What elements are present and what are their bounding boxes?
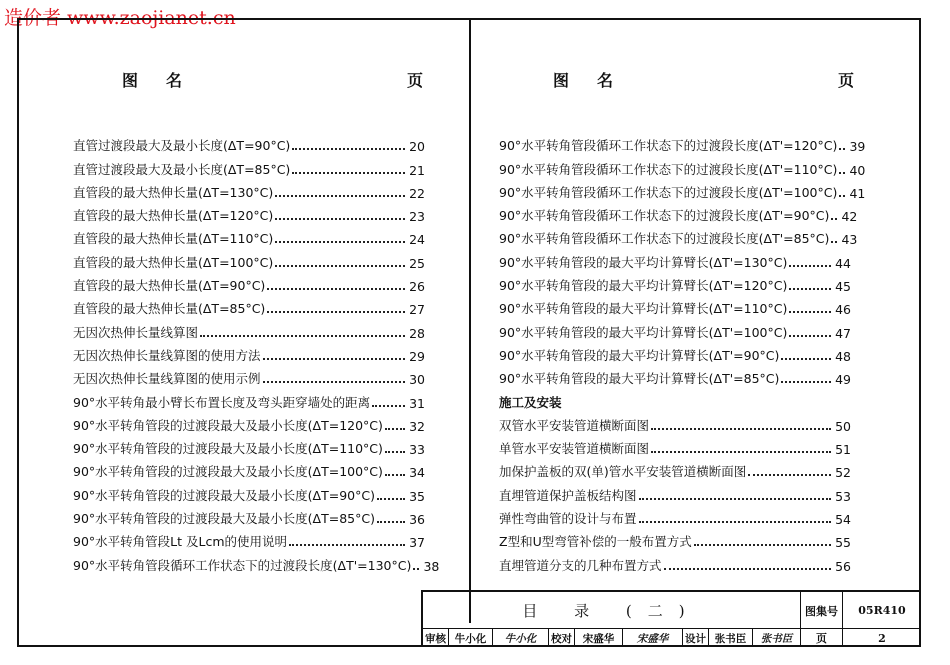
toc-entry-title: 直管段的最大热伸长量(ΔT=85°C) xyxy=(73,301,266,317)
toc-entry-page: 22 xyxy=(409,185,425,201)
toc-entry-title: 直埋管道保护盖板结构图 xyxy=(499,487,637,503)
toc-entry xyxy=(73,341,425,364)
toc-entry-page: 42 xyxy=(841,209,858,225)
atlas-label: 图集号 xyxy=(801,592,843,629)
toc-entry xyxy=(73,201,425,224)
toc-leader-dots xyxy=(789,288,831,290)
toc-entry-title: 90°水平转角管段循环工作状态下的过渡段长度(ΔT'=90°C) xyxy=(499,208,830,224)
toc-entry xyxy=(73,550,440,574)
toc-entry xyxy=(499,271,851,294)
toc-entry-page: 53 xyxy=(835,488,851,504)
toc-entry-title: 90°水平转角最小臂长布置长度及弯头距穿墙处的距离 xyxy=(73,394,371,410)
toc-entry-page: 29 xyxy=(409,348,425,364)
toc-right-column xyxy=(499,131,866,574)
toc-entry xyxy=(73,271,425,294)
toc-entry-title: 90°水平转角管段的过渡段最大及最小长度(ΔT=100°C) xyxy=(73,464,383,480)
toc-entry-page: 30 xyxy=(409,372,425,388)
designer-name: 张书臣 xyxy=(709,629,753,647)
toc-entry xyxy=(73,457,425,480)
toc-entry xyxy=(499,178,866,201)
toc-entry-title: 90°水平转角管段的最大平均计算臂长(ΔT'=90°C) xyxy=(499,347,780,363)
toc-entry-title: 90°水平转角管段循环工作状态下的过渡段长度(ΔT'=120°C) xyxy=(499,138,838,154)
toc-leader-dots xyxy=(831,218,837,220)
toc-entry-title: Z型和U型弯管补偿的一般布置方式 xyxy=(499,534,692,550)
right-page-header: 页 xyxy=(838,71,855,90)
toc-entry xyxy=(499,411,851,434)
column-divider xyxy=(469,18,471,623)
toc-entry xyxy=(499,550,851,573)
toc-entry xyxy=(73,224,425,247)
toc-entry-title: 90°水平转角管段循环工作状态下的过渡段长度(ΔT'=85°C) xyxy=(499,231,830,247)
toc-leader-dots xyxy=(639,521,831,523)
review-label: 审核 xyxy=(423,629,449,647)
toc-leader-dots xyxy=(839,148,845,150)
toc-entry-title: 90°水平转角管段循环工作状态下的过渡段长度(ΔT'=110°C) xyxy=(499,161,838,177)
toc-entry-page: 54 xyxy=(835,512,851,528)
toc-entry xyxy=(73,364,425,387)
toc-entry xyxy=(73,317,425,340)
toc-entry xyxy=(73,434,425,457)
toc-entry-title: 90°水平转角管段的过渡段最大及最小长度(ΔT=110°C) xyxy=(73,441,383,457)
toc-entry-page: 45 xyxy=(835,279,851,295)
toc-leader-dots xyxy=(781,358,831,360)
toc-entry-page: 21 xyxy=(409,162,425,178)
toc-entry xyxy=(499,457,851,480)
toc-leader-dots xyxy=(831,241,837,243)
toc-entry xyxy=(499,317,851,340)
catalog-title: 目 录 (二) xyxy=(423,592,801,629)
toc-entry-title: 90°水平转角管段的最大平均计算臂长(ΔT'=120°C) xyxy=(499,278,788,294)
toc-left-column xyxy=(73,131,440,574)
page-number: 2 xyxy=(878,631,886,645)
page-label: 页 xyxy=(801,629,843,647)
toc-entry xyxy=(73,527,425,550)
toc-entry xyxy=(73,480,425,503)
toc-leader-dots xyxy=(275,218,405,220)
toc-entry-page: 36 xyxy=(409,512,425,528)
toc-entry-title: 90°水平转角管段的最大平均计算臂长(ΔT'=100°C) xyxy=(499,324,788,340)
signature-row xyxy=(423,629,801,647)
toc-entry-title: 直管段的最大热伸长量(ΔT=130°C) xyxy=(73,184,274,200)
toc-entry-title: 直管段的最大热伸长量(ΔT=110°C) xyxy=(73,231,274,247)
toc-entry-page: 56 xyxy=(835,558,851,574)
toc-leader-dots xyxy=(377,521,405,523)
toc-entry-page: 43 xyxy=(841,232,858,248)
toc-entry xyxy=(499,154,866,178)
toc-entry-page: 27 xyxy=(409,302,425,318)
toc-entry-page: 37 xyxy=(409,535,425,551)
toc-entry-title: 90°水平转角管段的最大平均计算臂长(ΔT'=85°C) xyxy=(499,371,780,387)
toc-entry xyxy=(73,411,425,434)
atlas-number: 05R410 xyxy=(858,604,906,617)
toc-entry xyxy=(499,341,851,364)
toc-entry-title: 弹性弯曲管的设计与布置 xyxy=(499,511,637,527)
toc-leader-dots xyxy=(385,451,405,453)
toc-leader-dots xyxy=(267,311,405,313)
toc-leader-dots xyxy=(292,172,405,174)
toc-entry-page: 35 xyxy=(409,488,425,504)
toc-entry-title: 双管水平安装管道横断面图 xyxy=(499,417,650,433)
toc-entry-title: 加保护盖板的双(单)管水平安装管道横断面图 xyxy=(499,464,747,480)
toc-leader-dots xyxy=(385,474,405,476)
toc-entry-page: 40 xyxy=(849,162,866,178)
toc-leader-dots xyxy=(292,148,405,150)
toc-entry-page: 49 xyxy=(835,372,851,388)
toc-entry xyxy=(499,224,858,248)
toc-leader-dots xyxy=(275,241,405,243)
toc-entry xyxy=(499,131,866,155)
toc-entry-title: 无因次热伸长量线算图的使用示例 xyxy=(73,371,261,387)
toc-entry xyxy=(73,178,425,201)
toc-entry-title: 90°水平转角管段的过渡段最大及最小长度(ΔT=120°C) xyxy=(73,417,383,433)
toc-entry-page: 48 xyxy=(835,348,851,364)
toc-leader-dots xyxy=(275,195,405,197)
toc-entry-page: 38 xyxy=(423,558,440,574)
toc-entry-page: 26 xyxy=(409,279,425,295)
toc-entry-page: 51 xyxy=(835,442,851,458)
checker-signature: 宋盛华 xyxy=(623,629,683,647)
watermark: 造价者 www.zaojianet.cn xyxy=(4,7,236,29)
toc-leader-dots xyxy=(413,568,419,570)
right-title-header: 图名 xyxy=(553,71,642,90)
toc-entry-title: 直管过渡段最大及最小长度(ΔT=90°C) xyxy=(73,138,291,154)
toc-leader-dots xyxy=(263,358,405,360)
checker-name: 宋盛华 xyxy=(575,629,623,647)
toc-entry-title: 无因次热伸长量线算图 xyxy=(73,324,199,340)
reviewer-name: 牛小化 xyxy=(449,629,493,647)
design-label: 设计 xyxy=(683,629,709,647)
toc-leader-dots xyxy=(839,195,845,197)
toc-entry xyxy=(73,504,425,527)
toc-leader-dots xyxy=(639,498,831,500)
toc-leader-dots xyxy=(694,544,831,546)
toc-entry-page: 55 xyxy=(835,535,851,551)
toc-entry-title: 90°水平转角管段Lt 及Lcm的使用说明 xyxy=(73,534,288,550)
toc-entry-page: 52 xyxy=(835,465,851,481)
toc-entry-title: 90°水平转角管段循环工作状态下的过渡段长度(ΔT'=130°C) xyxy=(73,557,412,573)
toc-entry-page: 44 xyxy=(835,255,851,271)
toc-entry xyxy=(499,434,851,457)
toc-entry-title: 直管段的最大热伸长量(ΔT=90°C) xyxy=(73,278,266,294)
toc-leader-dots xyxy=(839,172,845,174)
toc-entry-page: 47 xyxy=(835,325,851,341)
left-title-header: 图名 xyxy=(122,71,211,90)
toc-entry xyxy=(499,480,851,503)
toc-entry-title: 90°水平转角管段的最大平均计算臂长(ΔT'=130°C) xyxy=(499,254,788,270)
toc-entry xyxy=(73,294,425,317)
toc-entry-title: 直管段的最大热伸长量(ΔT=120°C) xyxy=(73,208,274,224)
designer-signature: 张书臣 xyxy=(753,629,801,647)
toc-leader-dots xyxy=(289,544,405,546)
toc-entry-page: 28 xyxy=(409,325,425,341)
toc-leader-dots xyxy=(372,405,405,407)
toc-leader-dots xyxy=(789,311,831,313)
toc-entry-title: 施工及安装 xyxy=(499,394,562,410)
toc-entry-title: 90°水平转角管段循环工作状态下的过渡段长度(ΔT'=100°C) xyxy=(499,184,838,200)
toc-entry-page: 32 xyxy=(409,418,425,434)
toc-entry xyxy=(73,131,425,154)
toc-leader-dots xyxy=(789,265,831,267)
toc-entry-page: 39 xyxy=(849,139,866,155)
toc-leader-dots xyxy=(263,381,405,383)
toc-entry-page: 24 xyxy=(409,232,425,248)
toc-entry-page: 50 xyxy=(835,418,851,434)
toc-entry-title: 90°水平转角管段的过渡段最大及最小长度(ΔT=85°C) xyxy=(73,511,375,527)
toc-leader-dots xyxy=(789,335,831,337)
toc-entry-title: 直管过渡段最大及最小长度(ΔT=85°C) xyxy=(73,161,291,177)
toc-leader-dots xyxy=(664,568,831,570)
toc-entry-page: 46 xyxy=(835,302,851,318)
toc-entry-title: 直管段的最大热伸长量(ΔT=100°C) xyxy=(73,254,274,270)
toc-entry xyxy=(499,527,851,550)
toc-entry-page: 31 xyxy=(409,395,425,411)
check-label: 校对 xyxy=(549,629,575,647)
toc-entry xyxy=(499,364,851,387)
toc-entry-title: 90°水平转角管段的最大平均计算臂长(ΔT'=110°C) xyxy=(499,301,788,317)
toc-entry-title: 90°水平转角管段的过渡段最大及最小长度(ΔT=90°C) xyxy=(73,487,375,503)
toc-entry xyxy=(499,247,851,270)
toc-entry-page: 23 xyxy=(409,209,425,225)
title-block xyxy=(421,590,921,647)
reviewer-signature: 牛小化 xyxy=(493,629,549,647)
toc-leader-dots xyxy=(651,428,831,430)
toc-entry-title: 直埋管道分支的几种布置方式 xyxy=(499,557,662,573)
toc-leader-dots xyxy=(385,428,405,430)
left-page-header: 页 xyxy=(407,71,424,90)
toc-leader-dots xyxy=(275,265,405,267)
toc-section-heading xyxy=(499,387,851,410)
toc-entry-page: 41 xyxy=(849,185,866,201)
toc-entry xyxy=(499,294,851,317)
toc-leader-dots xyxy=(781,381,831,383)
toc-leader-dots xyxy=(748,474,831,476)
toc-leader-dots xyxy=(377,498,405,500)
toc-entry xyxy=(73,247,425,270)
toc-leader-dots xyxy=(651,451,831,453)
toc-entry-page: 33 xyxy=(409,442,425,458)
toc-entry xyxy=(73,154,425,177)
toc-entry-page: 25 xyxy=(409,255,425,271)
toc-entry xyxy=(499,201,858,225)
toc-leader-dots xyxy=(200,335,405,337)
toc-entry xyxy=(73,387,425,410)
toc-entry-page: 20 xyxy=(409,139,425,155)
toc-entry xyxy=(499,504,851,527)
toc-entry-page: 34 xyxy=(409,465,425,481)
toc-entry-title: 单管水平安装管道横断面图 xyxy=(499,441,650,457)
toc-entry-title: 无因次热伸长量线算图的使用方法 xyxy=(73,347,261,363)
toc-leader-dots xyxy=(267,288,405,290)
